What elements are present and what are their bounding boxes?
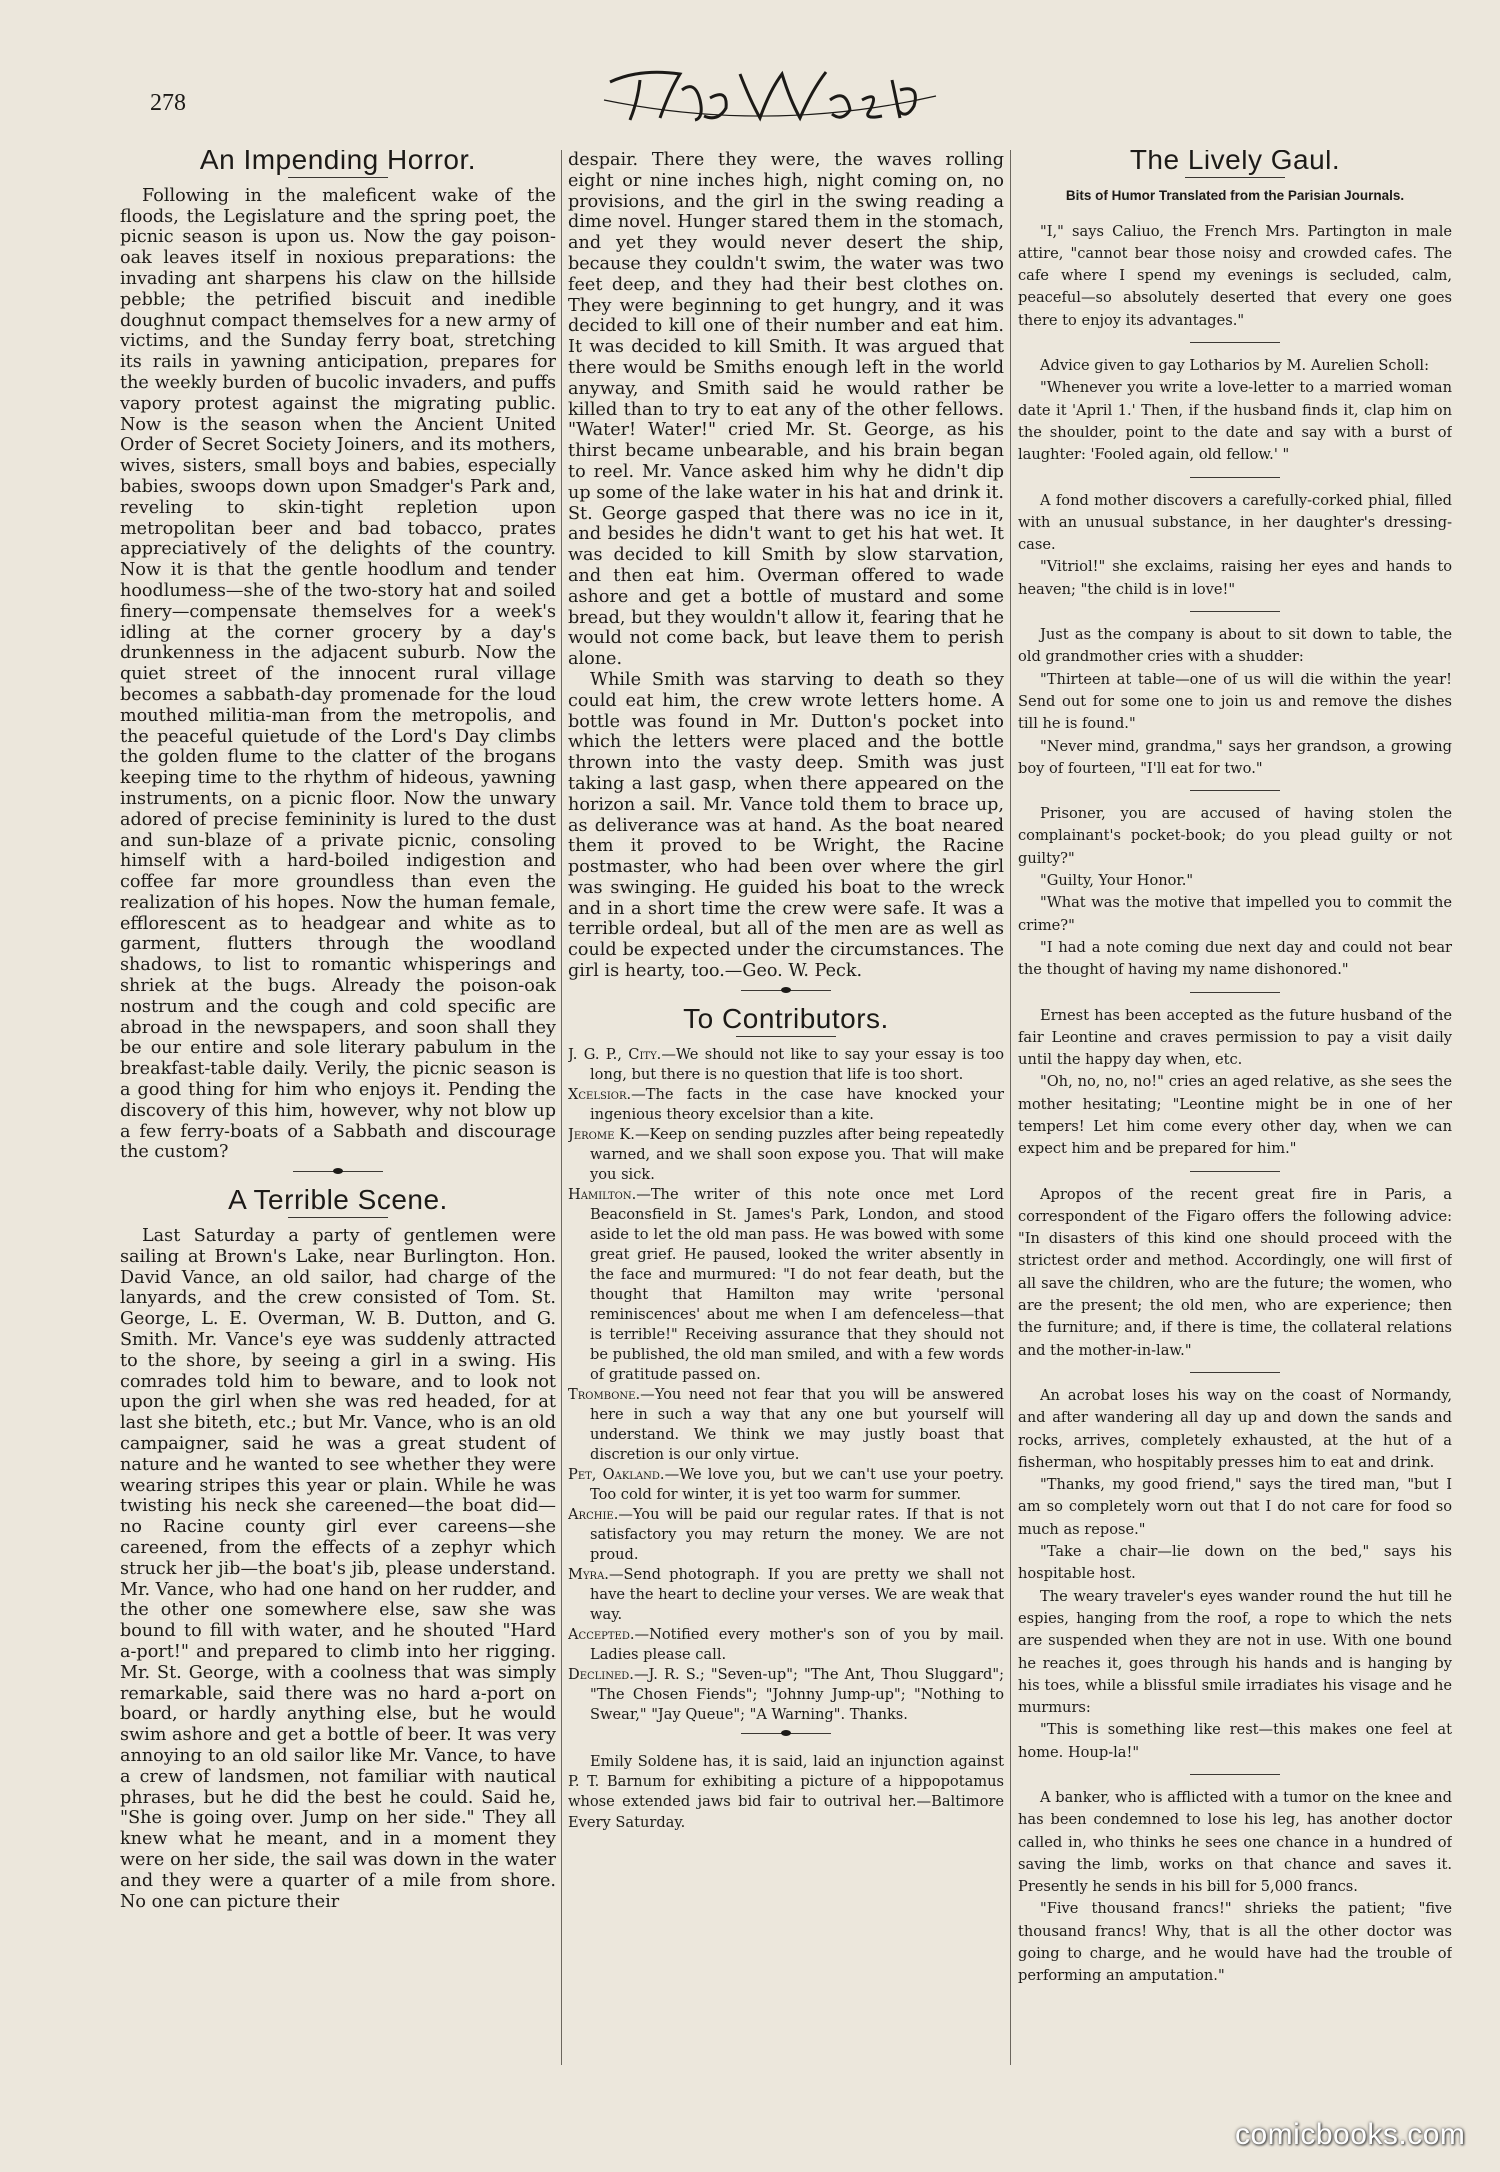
humor-paragraph: A fond mother discovers a carefully-corked phial, filled with an unusual substance, in her daughter's dressing-case. [1018, 491, 1452, 554]
humor-paragraph: "Take a chair—lie down on the bed," says his hospitable host. [1018, 1543, 1452, 1583]
humor-paragraph: "Guilty, Your Honor." [1040, 872, 1194, 890]
masthead-logo [600, 60, 940, 130]
humor-paragraph: An acrobat loses his way on the coast of Normandy, and after wandering all day up and down the sands and rocks, arrives, completely exhausted, at the hut of a fisherman, who hospitably presses him to eat and drink. [1018, 1386, 1452, 1471]
humor-paragraph: Apropos of the recent great fire in Paris, a correspondent of the Figaro offers the following advice: "In disasters of this kind one should proceed with the strictest order and method. Accordingly, one will first of all save the children, who are the future; the women, who are the present; the old men, who are experience; then the furniture; and, if there is time, the collateral relations and the mother-in-law." [1018, 1185, 1452, 1359]
humor-paragraph: "Oh, no, no, no!" cries an aged relative, as she sees the mother hesitating; "Leontine might be in one of her tempers! Let him come every other day, when we can expect him and be prepared for him." [1018, 1073, 1452, 1158]
humor-paragraph: "Whenever you write a love-letter to a married woman date it 'April 1.' Then, if the husband finds it, clap him on the shoulder, point to the date and say with a burst of laughter: 'Fooled again, old fellow.' " [1018, 379, 1452, 464]
contributor-note: Accepted.—Notified every mother's son of you by mail. Ladies please call. [568, 1625, 1004, 1663]
title-rule [736, 1036, 836, 1037]
article-paragraph: Emily Soldene has, it is said, laid an injunction against P. T. Barnum for exhibiting a picture of a hippopotamus whose extended jaws bid fair to outrival her.—Baltimore Every Saturday. [568, 1752, 1004, 1831]
contributor-note: J. G. P., City.—We should not like to say your essay is too long, but there is no question that life is too short. [568, 1045, 1004, 1083]
humor-paragraph: Ernest has been accepted as the future husband of the fair Leontine and craves permission to pay a visit daily until the happy day when, etc. [1018, 1006, 1452, 1069]
contributor-note: Declined.—J. R. S.; "Seven-up"; "The Ant, Thou Sluggard"; "The Chosen Fiends"; "Johnny Jump-up"; "Nothing to Swear," "Jay Queue"; "A Warning". Thanks. [568, 1665, 1004, 1723]
ornament-rule [741, 1733, 831, 1738]
separator-rule [1190, 1774, 1280, 1775]
humor-paragraph: "Thanks, my good friend," says the tired man, "but I am so completely worn out that I do not care for food so much as repose." [1018, 1476, 1452, 1538]
article-title: To Contributors. [683, 1002, 889, 1034]
article-subtitle: Bits of Humor Translated from the Parisian Journals. [1065, 187, 1405, 203]
article-title: An Impending Horror. [199, 150, 477, 175]
article-title: The Lively Gaul. [1129, 150, 1341, 175]
article-paragraph: Following in the maleficent wake of the floods, the Legislature and the spring poet, the picnic season is upon us. Now the gay poison-oak leaves itself in noxious preparations: the invading ant sharpens his claw on the hillside pebble; the petrified biscuit and inedible doughnut compact themselves for a new army of victims, and the Sunday ferry boat, stretching its rails in yawning anticipation, prepares for the weekly burden of bucolic invaders, and puffs vapory protest against the migrating public. Now is the season when the Ancient United Order of Secret Society Joiners, and its mothers, wives, sisters, small boys and babies, especially babies, swoops down upon Smadger's Park and, reveling to skin-tight repletion upon metropolitan beer and bad tobacco, prates appreciatively of the delights of the country. Now it is that the gentle hoodlum and tender hoodlumess—she of the two-story hat and soiled finery—compensate themselves for a week's idling at the corner grocery by a day's drunkenness in the adjacent suburb. Now the quiet street of the innocent rural village becomes a sabbath-day promenade for the loud mouthed militia-man from the metropolis, and the peaceful quietude of the Lord's Day climbs the golden flume to the clatter of the brogans keeping time to the rhythm of hideous, yawning instruments, on a picnic floor. Now the unwary adored of precise femininity is lured to the dust and sun-blaze of a private picnic, consoling himself with a hard-boiled indigestion and coffee far more groundless than even the realization of his hopes. Now the human female, efflorescent as to headgear and white as to garment, flutters through the woodland shadows, to list to romantic whisperings and shriek at the bugs. Already the poison-oak nostrum and the cough and cold specific are abroad in the newspapers, and soon shall they be our entire and sole literary pabulum in the breakfast-table daily. Verily, the picnic season is a good thing for him who enjoys it. Pending the discovery of this him, however, why not blow up a few ferry-boats of a Sabbath and discourage the custom? [120, 185, 556, 1163]
article-paragraph: despair. There they were, the waves rolling eight or nine inches high, night coming on, no provisions, and the girl in the swing reading a dime novel. Hunger stared them in the stomach, and yet they would never desert the ship, because they couldn't swim, the water was two feet deep, and they had their best clothes on. They were beginning to get hungry, and it was decided to kill one of their number and eat him. It was decided to kill Smith. It was argued that there would be Smiths enough left in the world anyway, and Smith said he would rather be killed than to try to eat any of the other fellows. "Water! Water!" cried Mr. St. George, as his thirst became unbearable, and his brain began to reel. Mr. Vance asked him why he didn't dip up some of the lake water in his hat and drink it. St. George gasped that there was no ice in it, and besides he didn't want to get his hat wet. It was decided to kill Smith by slow starvation, and then eat him. Overman offered to wade ashore and get a bottle of mustard and some bread, but they wouldn't allow it, fearing that he would not come back, but leave them to perish alone. [568, 150, 1004, 670]
separator-rule [1190, 790, 1280, 791]
contributor-note: Hamilton.—The writer of this note once met Lord Beaconsfield in St. James's Park, London, and stood aside to let the old man pass. He was bowed with some great grief. He paused, looked the writer absently in the face and murmured: "I do not fear death, but the thought that Hamilton may write 'personal reminiscences' about me when I am defenceless—that is terrible!" Receiving assurance that they should not be published, the old man smiled, and with a few words of gratitude passed on. [568, 1185, 1004, 1383]
humor-paragraph: Just as the company is about to sit down to table, the old grandmother cries with a shudder: [1018, 626, 1452, 666]
contributor-note: Pet, Oakland.—We love you, but we can't use your poetry. Too cold for winter, it is yet too warm for summer. [568, 1465, 1004, 1503]
humor-paragraph: "This is something like rest—this makes one feel at home. Houp-la!" [1018, 1721, 1452, 1761]
title-rule [288, 1217, 388, 1218]
article-paragraph: While Smith was starving to death so they could eat him, the crew wrote letters home. A bottle was found in Mr. Dutton's pocket into which the letters were placed and the bottle thrown into the vasty deep. Smith was just taking a last gasp, when there appeared on the horizon a sail. Mr. Vance told them to brace up, as deliverance was at hand. As the boat neared them it proved to be Wright, the Racine postmaster, who had been over where the girl was swinging. He guided his boat to the wreck and in a short time the crew were safe. It was a terrible ordeal, but all of the men are as well as could be expected under the circumstances. The girl is hearty, too.—Geo. W. Peck. [568, 669, 1004, 982]
contributor-note: Xcelsior.—The facts in the case have knocked your ingenious theory excelsior than a kite. [568, 1085, 1004, 1123]
contributor-note: Trombone.—You need not fear that you will be answered here in such a way that any one but yourself will understand. We think we may justly boast that discretion is our only virtue. [568, 1385, 1004, 1463]
humor-paragraph: "Five thousand francs!" shrieks the patient; "five thousand francs! Why, that is all the other doctor was going to charge, and he would have had the trouble of performing an amputation." [1018, 1900, 1452, 1985]
article-title: A Terrible Scene. [228, 1184, 448, 1216]
separator-rule [1190, 1372, 1280, 1373]
humor-paragraph: "Thirteen at table—one of us will die within the year! Send out for some one to join us and remove the dishes till he is found." [1018, 670, 1452, 733]
column-1 [120, 150, 556, 2065]
humor-paragraph: "Vitriol!" she exclaims, raising her eyes and hands to heaven; "the child is in love!" [1018, 558, 1452, 598]
column-divider [561, 150, 562, 2065]
humor-paragraph: Prisoner, you are accused of having stolen the complainant's pocket-book; do you plead guilty or not guilty?" [1018, 805, 1452, 867]
contributor-note: Jerome K.—Keep on sending puzzles after being repeatedly warned, and we shall soon expose you. That will make you sick. [568, 1125, 1004, 1183]
column-3 [1018, 150, 1452, 2065]
contributor-note: Myra.—Send photograph. If you are pretty we shall not have the heart to decline your verses. We are weak that way. [568, 1565, 1004, 1623]
column-divider [1010, 150, 1011, 2065]
humor-paragraph: "Never mind, grandma," says her grandson, a growing boy of fourteen, "I'll eat for two." [1018, 737, 1452, 777]
humor-paragraph: Advice given to gay Lotharios by M. Aurelien Scholl: [1040, 357, 1430, 375]
separator-rule [1190, 992, 1280, 993]
ornament-rule [293, 1171, 383, 1176]
page-number: 278 [150, 90, 186, 116]
separator-rule [1190, 1171, 1280, 1172]
separator-rule [1190, 477, 1280, 478]
title-rule [1185, 177, 1285, 178]
humor-items [1018, 221, 1452, 1988]
humor-paragraph: The weary traveler's eyes wander round the hut till he espies, hanging from the roof, a rope to which the nets are suspended when they are not in use. With one bound he reaches it, goes through his hands and is hanging by his toes, while a blissful smile irradiates his visage and he murmurs: [1018, 1587, 1452, 1717]
contributor-note: Archie.—You will be paid our regular rates. If that is not satisfactory you may return the money. We are not proud. [568, 1505, 1004, 1563]
separator-rule [1190, 611, 1280, 612]
separator-rule [1190, 342, 1280, 343]
humor-paragraph: A banker, who is afflicted with a tumor on the knee and has been condemned to lose his leg, has another doctor called in, who thinks he sees one chance in a hundred of saving the limb, works on that chance and saves it. Presently he sends in his bill for 5,000 francs. [1018, 1789, 1452, 1896]
humor-paragraph: "I," says Caliuo, the French Mrs. Partington in male attire, "cannot bear those noisy and crowded cafes. The cafe where I spend my evenings is secluded, calm, peaceful—so absolutely deserted that every one goes there to enjoy its advantages." [1018, 222, 1452, 329]
humor-paragraph: "I had a note coming due next day and could not bear the thought of having my name dishonored." [1018, 938, 1452, 979]
humor-paragraph: "What was the motive that impelled you to commit the crime?" [1018, 894, 1452, 934]
title-rule [288, 177, 388, 178]
column-2 [568, 150, 1004, 2065]
contributors-list [568, 1045, 1004, 1725]
article-paragraph: Last Saturday a party of gentlemen were sailing at Brown's Lake, near Burlington. Hon. David Vance, an old sailor, had charge of the lanyards, and the crew consisted of Tom. St. George, L. E. Overman, W. B. Dutton, and G. Smith. Mr. Vance's eye was suddenly attracted to the shore, by seeing a girl in a swing. His comrades told him to beware, and to look not upon the girl when she was red headed, for at last she biteth, etc.; but Mr. Vance, who is an old campaigner, said he was a great student of nature and he wanted to see whether they were wearing stripes this year or plain. While he was twisting his neck she careened—the boat did—no Racine county girl ever careens—she careened, from the effects of a zephyr which struck her jib—the boat's jib, please understand. Mr. Vance, who had one hand on her rudder, and the other one somewhere else, saw she was bound to fill with water, and he shouted "Hard a-port!" and prepared to climb into her rigging. Mr. St. George, with a coolness that was simply remarkable, said there was no hard a-port on board, or hardly anything else, but he would swim ashore and get a bottle of beer. It was very annoying to an old sailor like Mr. Vance, to have a crew of landsmen, not familiar with nautical phrases, but he did the best he could. Said he, "She is going over. Jump on her side." They all knew what he meant, and in a moment they were on her side, the sail was down in the water and they were a quarter of a mile from shore. No one can picture their [120, 1226, 556, 1912]
ornament-rule [741, 990, 831, 995]
watermark: comicbooks.com [1235, 2118, 1466, 2151]
